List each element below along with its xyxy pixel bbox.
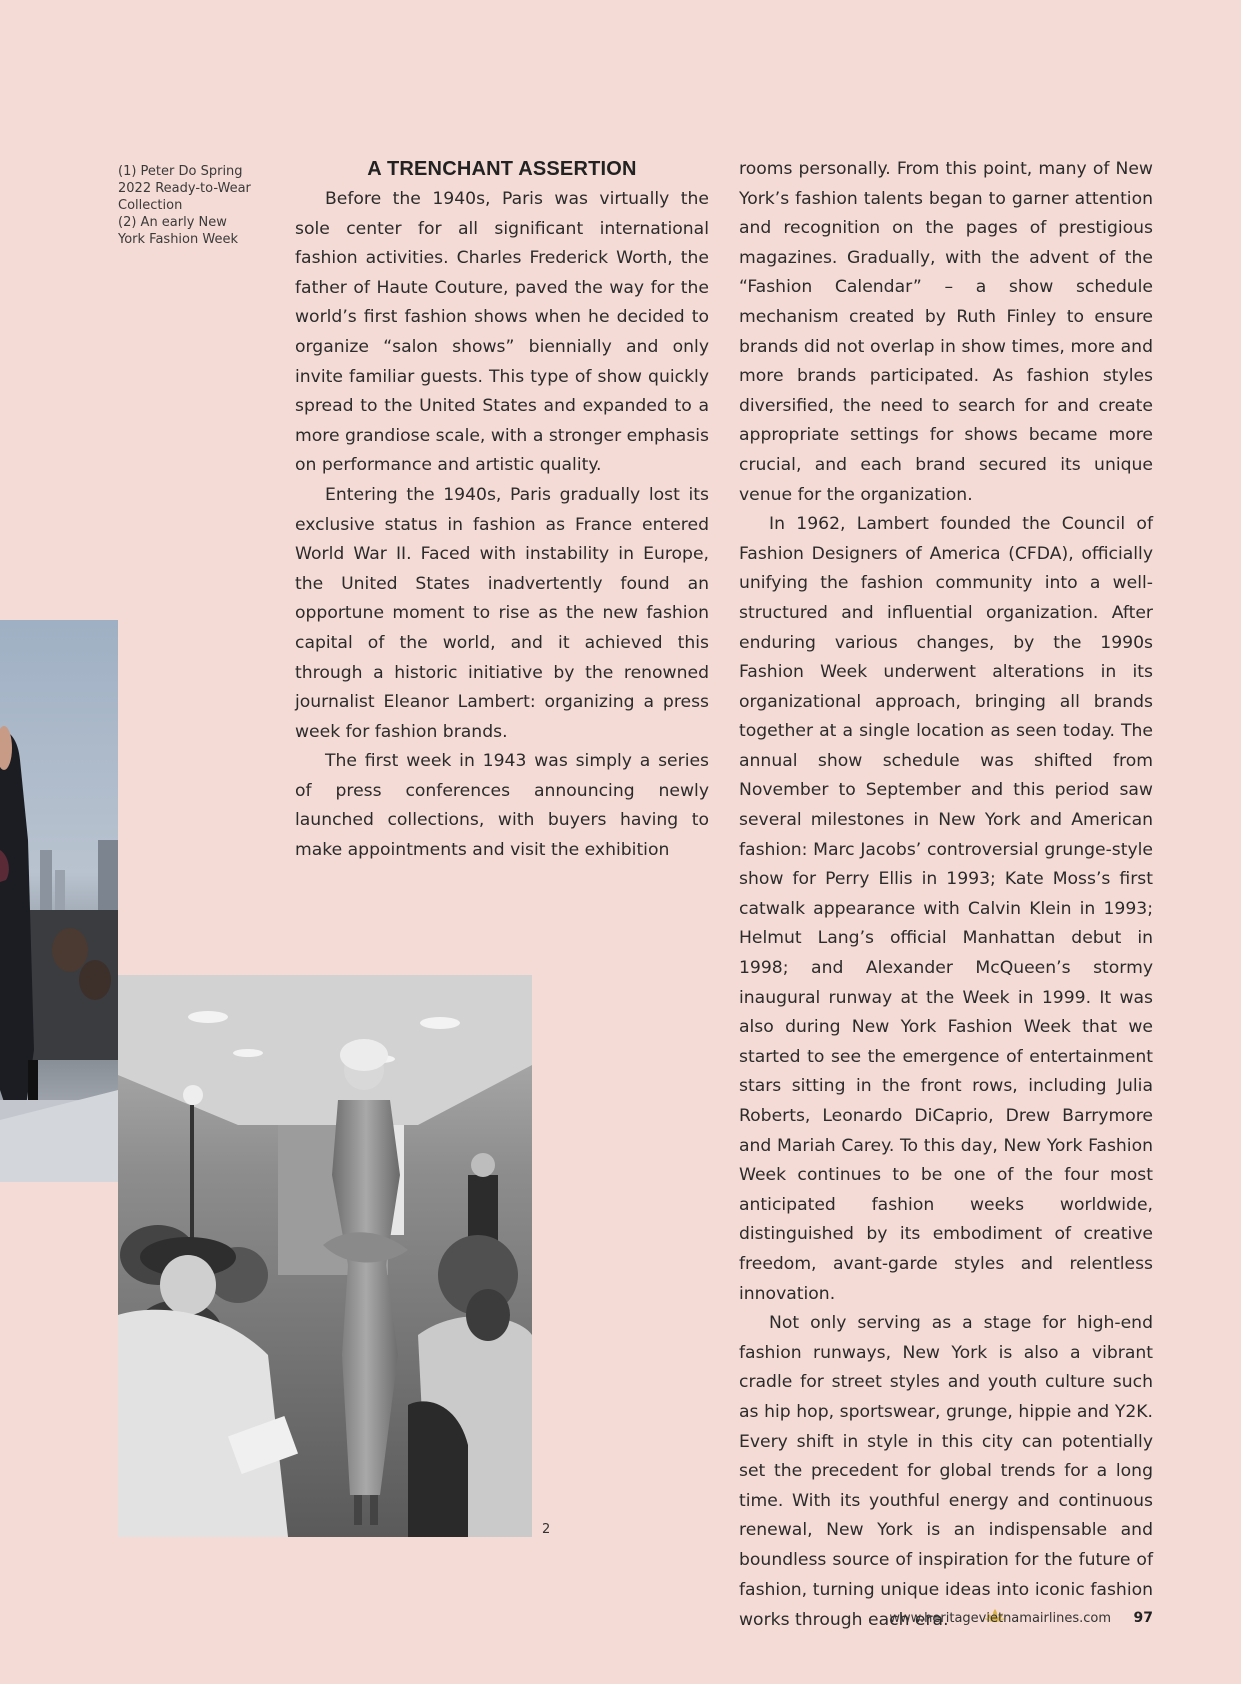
paragraph-1: Before the 1940s, Paris was virtually the sole center for all significant international fashion activities. Charles Frederick Worth, the father of Haute Couture, paved the way for the world’s first fashion shows when he decided to organize “salon shows” biennially and only invite familiar guests. This type of show quickly spread to the United States and expanded to a more grandiose scale, with a stronger emphasis on performance and artistic quality.: [295, 189, 709, 476]
page-number: 97: [1133, 1610, 1153, 1626]
paragraph-3: The first week in 1943 was simply a series of press conferences announcing newly launched collections, with buyers having to make appointments and visit the exhibition: [295, 751, 709, 861]
paragraph-3-continued: rooms personally. From this point, many of New York’s fashion talents began to garner attention and recognition on the pages of prestigious magazines. Gradually, with the advent of the “Fashion Calendar” – a show schedule mechanism created by Ruth Finley to ensure brands did not overlap in show times, more and more brands participated. As fashion styles diversified, the need to search for and create appropriate settings for shows became more crucial, and each brand secured its unique venue for the organization.: [739, 159, 1153, 505]
paragraph-4: In 1962, Lambert founded the Council of Fashion Designers of America (CFDA), officially unifying the fashion community into a well-structured and influential organization. After enduring various changes, by the 1990s Fashion Week underwent alterations in its organizational approach, bringing all brands together at a single location as seen today. The annual show schedule was shifted from November to September and this period saw several milestones in New York and American fashion: Marc Jacobs’ controversial grunge-style show for Perry Ellis in 1993; Kate Moss’s first catwalk appearance with Calvin Klein in 1993; Helmut Lang’s official Manhattan debut in 1998; and Alexander McQueen’s stormy inaugural runway at the Week in 1999. It was also during New York Fashion Week that we started to see the emergence of entertainment stars sitting in the front rows, including Julia Roberts, Leonardo DiCaprio, Drew Barrymore and Mariah Carey. To this day, New York Fashion Week continues to be one of the four most anticipated fashion weeks worldwide, distinguished by its embodiment of creative freedom, avant-garde styles and relentless innovation.: [739, 514, 1153, 1304]
article-column-1: [295, 156, 709, 866]
article-heading: A TRENCHANT ASSERTION: [367, 158, 637, 180]
paragraph-2: Entering the 1940s, Paris gradually lost its exclusive status in fashion as France entered World War II. Faced with instability in Europe, the United States inadvertently found an opportune moment to rise as the new fashion capital of the world, and it achieved this through a historic initiative by the renowned journalist Eleanor Lambert: organizing a press week for fashion brands.: [295, 484, 709, 742]
runway-photo: [0, 620, 118, 1182]
photo-caption: [118, 163, 258, 248]
website-url[interactable]: www.heritagevietnamairlines.com: [889, 1611, 1111, 1626]
article-column-2: [739, 155, 1153, 1635]
vintage-fashion-week-photo: [118, 975, 532, 1537]
photo-number: 2: [542, 1522, 551, 1537]
caption-line-2: (2) An early New York Fashion Week: [118, 215, 238, 247]
paragraph-5: [739, 1309, 1153, 1635]
paragraph-5-text: Not only serving as a stage for high-end fashion runways, New York is also a vibrant cradle for street styles and youth culture such as hip hop, sportswear, grunge, hippie and Y2K. Every shift in style in this city can potentially set the precedent for global trends for a long time. With its youthful energy and continuous renewal, New York is an indispensable and boundless source of inspiration for the future of fashion, turning unique ideas into iconic fashion works through each era.: [739, 1313, 1153, 1630]
caption-line-1: (1) Peter Do Spring 2022 Ready-to-Wear Collection: [118, 164, 251, 213]
